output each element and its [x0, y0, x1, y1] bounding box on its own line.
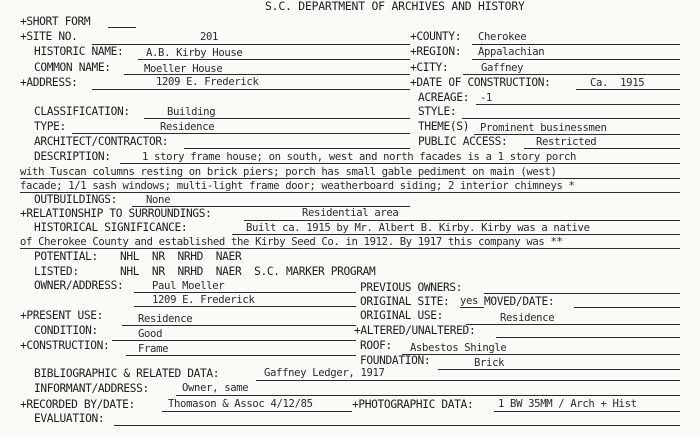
condition-line: [112, 340, 356, 341]
acreage-value: -1: [480, 92, 493, 104]
foundation-line: [438, 369, 680, 370]
construction-label: +CONSTRUCTION:: [20, 339, 110, 352]
roof-value: Asbestos Shingle: [410, 342, 507, 354]
relationship-label: +RELATIONSHIP TO SURROUNDINGS:: [20, 207, 212, 220]
altered-label: +ALTERED/UNALTERED:: [354, 324, 476, 337]
historic-name-value: A.B. Kirby House: [146, 47, 243, 59]
listed-label: LISTED:: [34, 265, 79, 278]
owner-address-label: OWNER/ADDRESS:: [34, 279, 124, 292]
description-label: DESCRIPTION:: [34, 150, 111, 163]
condition-value: Good: [138, 328, 163, 340]
photographic-line: [494, 411, 680, 412]
original-use-label: ORIGINAL USE:: [360, 309, 444, 322]
public-access-label: PUBLIC ACCESS:: [418, 135, 508, 148]
photographic-label: +PHOTOGRAPHIC DATA:: [352, 398, 474, 411]
themes-label: THEME(S): [418, 120, 470, 133]
potential-label: POTENTIAL:: [34, 250, 98, 263]
outbuildings-label: OUTBUILDINGS:: [34, 193, 118, 206]
foundation-label: FOUNDATION:: [360, 354, 431, 367]
county-value: Cherokee: [478, 31, 527, 43]
altered-line: [496, 337, 680, 338]
address-line: [92, 89, 410, 90]
original-site-label: ORIGINAL SITE:: [360, 295, 450, 308]
roof-line: [402, 354, 680, 355]
description-line-rule-1: [120, 163, 680, 164]
city-label: +CITY:: [410, 61, 449, 74]
type-label: TYPE:: [34, 120, 66, 133]
region-value: Appalachian: [478, 46, 545, 58]
present-use-label: +PRESENT USE:: [20, 309, 104, 322]
informant-line: [176, 395, 680, 396]
significance-line-2: of Cherokee County and established the Kirby Seed Co. in 1912. By 1917 this company was **: [20, 236, 563, 248]
owner-name-line: [134, 292, 356, 293]
description-line-rule-3: [20, 192, 680, 193]
city-line: [463, 74, 680, 75]
bibliographic-label: BIBLIOGRAPHIC & RELATED DATA:: [34, 367, 220, 380]
architect-label: ARCHITECT/CONTRACTOR:: [34, 135, 169, 148]
moved-date-label: MOVED/DATE:: [484, 295, 555, 308]
acreage-label: ACREAGE:: [418, 91, 470, 104]
public-access-line: [524, 148, 680, 149]
site-no-line: [92, 44, 410, 45]
short-form-label: +SHORT FORM: [20, 15, 91, 28]
previous-owners-label: PREVIOUS OWNERS:: [360, 281, 463, 294]
owner-address-value: 1209 E. Frederick: [152, 294, 255, 306]
significance-line-1: Built ca. 1915 by Mr. Albert B. Kirby. Kirby was a native: [246, 222, 590, 234]
common-name-label: COMMON NAME:: [34, 61, 111, 74]
classification-label: CLASSIFICATION:: [34, 105, 130, 118]
potential-options: NHL NR NRHD NAER: [120, 250, 242, 263]
county-line: [472, 44, 680, 45]
present-use-value: Residence: [138, 313, 193, 325]
present-use-line: [122, 325, 356, 326]
recorded-by-label: +RECORDED BY/DATE:: [20, 398, 135, 411]
original-site-line: [460, 307, 484, 308]
evaluation-label: EVALUATION:: [34, 412, 105, 425]
previous-owners-line: [484, 293, 680, 294]
informant-value: Owner, same: [182, 382, 249, 394]
common-name-value: Moeller House: [144, 63, 223, 75]
address-value: 1209 E. Frederick: [156, 76, 259, 88]
listed-options: NHL NR NRHD NAER S.C. MARKER PROGRAM: [120, 265, 376, 278]
classification-value: Building: [167, 106, 216, 118]
date-of-construction-label: +DATE OF CONSTRUCTION:: [410, 76, 551, 89]
owner-name-value: Paul Moeller: [152, 280, 225, 292]
site-no-label: +SITE NO.: [20, 30, 78, 43]
description-line-rule-2: [20, 178, 680, 179]
condition-label: CONDITION:: [34, 324, 98, 337]
relationship-value: Residential area: [302, 207, 399, 219]
informant-label: INFORMANT/ADDRESS:: [34, 382, 149, 395]
historic-name-label: HISTORIC NAME:: [34, 45, 124, 58]
region-line: [472, 59, 680, 60]
type-value: Residence: [160, 121, 215, 133]
city-value: Gaffney: [481, 62, 524, 74]
outbuildings-value: None: [146, 194, 171, 206]
significance-rule-1: [232, 234, 680, 235]
significance-rule-2: [20, 248, 680, 249]
architect-line: [184, 148, 410, 149]
recorded-by-value: Thomason & Assoc 4/12/85: [168, 398, 313, 410]
common-name-line: [124, 74, 410, 75]
bibliographic-value: Gaffney Ledger, 1917: [264, 367, 385, 379]
moved-date-line: [574, 307, 680, 308]
roof-label: ROOF:: [360, 339, 392, 352]
type-line: [72, 133, 410, 134]
style-line: [462, 118, 680, 119]
date-of-construction-value: Ca. 1915: [590, 77, 645, 89]
acreage-line: [476, 104, 680, 105]
original-use-value: Residence: [500, 312, 555, 324]
construction-line: [126, 355, 356, 356]
description-line-2: with Tuscan columns resting on brick piers; porch has small gable pediment on main (west): [20, 166, 557, 178]
recorded-by-line: [162, 411, 352, 412]
short-form-line: [108, 27, 136, 28]
description-line-3: facade; 1/1 sash windows; multi-light frame door; weatherboard siding; 2 interior chimneys *: [20, 180, 575, 192]
date-of-construction-line: [576, 89, 680, 90]
region-label: +REGION:: [410, 45, 462, 58]
evaluation-line: [114, 425, 680, 426]
foundation-value: Brick: [474, 357, 505, 369]
classification-line: [144, 118, 410, 119]
themes-value: Prominent businessmen: [480, 122, 607, 134]
style-label: STYLE:: [418, 105, 457, 118]
public-access-value: Restricted: [536, 136, 597, 148]
county-label: +COUNTY:: [410, 30, 462, 43]
construction-value: Frame: [138, 343, 169, 355]
bibliographic-line: [256, 380, 680, 381]
photographic-value: 1 BW 35MM / Arch + Hist: [498, 398, 637, 410]
historic-name-line: [138, 59, 410, 60]
historical-significance-label: HISTORICAL SIGNIFICANCE:: [34, 221, 188, 234]
original-site-value: yes: [460, 295, 479, 307]
site-no-value: 201: [200, 31, 219, 43]
original-use-line: [466, 324, 680, 325]
description-line-1: 1 story frame house; on south, west and north facades is a 1 story porch: [142, 151, 577, 163]
page-title: S.C. DEPARTMENT OF ARCHIVES AND HISTORY: [265, 0, 525, 13]
address-label: +ADDRESS:: [20, 76, 78, 89]
owner-address-line: [134, 306, 356, 307]
relationship-line: [244, 220, 680, 221]
